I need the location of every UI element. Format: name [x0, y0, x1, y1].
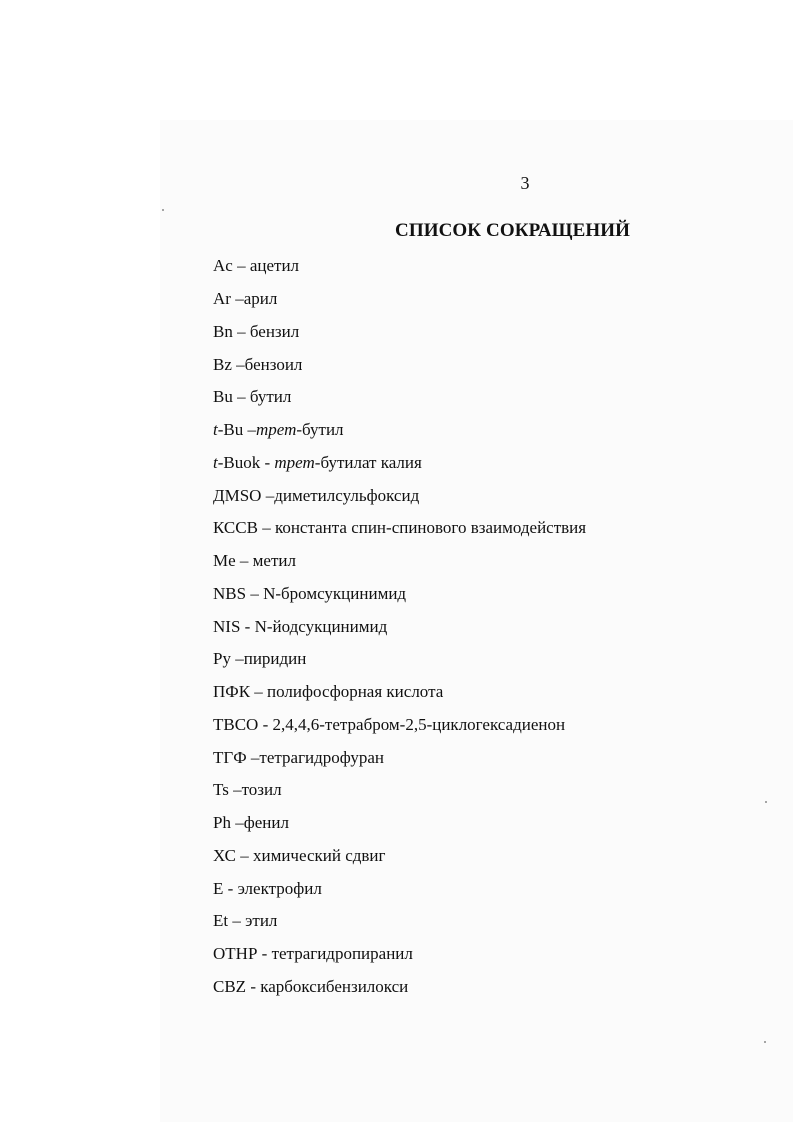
abbreviation-definition: этил	[245, 911, 278, 931]
abbreviation-item	[213, 872, 586, 905]
abbreviation-item	[213, 774, 586, 807]
abbreviation-separator: -	[240, 616, 255, 636]
abbreviation-definition: N-бромсукцинимид	[263, 583, 407, 603]
abbreviation-term-text: ПФК	[213, 682, 251, 702]
abbreviation-definition: тетрагидрофуран	[259, 747, 385, 767]
abbreviation-definition: химический сдвиг	[252, 845, 386, 865]
abbreviation-item	[213, 807, 586, 840]
abbreviation-term-text: -Bu	[217, 420, 244, 440]
abbreviation-term-text: ДМSO	[213, 485, 262, 505]
abbreviation-item	[213, 709, 586, 742]
abbreviation-term	[213, 322, 233, 342]
abbreviation-separator: -	[260, 452, 275, 472]
abbreviation-item	[213, 545, 586, 578]
abbreviation-definition: пиридин	[243, 649, 307, 669]
abbreviation-separator: –	[243, 420, 256, 440]
abbreviation-term	[213, 518, 258, 538]
abbreviation-definition: бензоил	[244, 354, 303, 374]
abbreviation-separator: –	[230, 289, 244, 309]
abbreviation-term	[213, 879, 223, 899]
abbreviation-term-text: Me	[213, 551, 236, 571]
abbreviation-separator: -	[257, 944, 272, 964]
abbreviation-term-text: NIS	[213, 616, 241, 636]
abbreviation-term-prefix: t	[213, 420, 218, 440]
abbreviation-term-text: NBS	[213, 583, 247, 603]
abbreviation-term-text: ТГФ	[213, 747, 247, 767]
abbreviation-term	[213, 846, 236, 866]
abbreviation-definition: диметилсульфоксид	[274, 485, 420, 505]
abbreviation-item	[213, 381, 586, 414]
abbreviation-definition: метил	[252, 551, 296, 571]
abbreviation-item	[213, 512, 586, 545]
page-number: 3	[520, 173, 530, 193]
abbreviation-term-text: Ph	[213, 813, 231, 833]
abbreviation-definition-italic: трет	[274, 452, 315, 472]
scan-speck	[764, 1041, 766, 1043]
abbreviation-term	[213, 911, 228, 931]
abbreviation-item	[213, 610, 586, 643]
abbreviation-term	[213, 715, 258, 735]
abbreviation-term	[213, 748, 247, 768]
abbreviation-term	[213, 944, 257, 964]
abbreviation-separator: –	[230, 649, 244, 669]
abbreviation-term-prefix: t	[213, 452, 218, 472]
page-title: СПИСОК СОКРАЩЕНИЙ	[395, 220, 631, 241]
abbreviation-term	[213, 387, 233, 407]
abbreviation-separator: –	[250, 682, 268, 702]
abbreviation-term-text: -Buok	[217, 452, 261, 472]
abbreviation-term-text: Ar	[213, 289, 231, 309]
abbreviation-definition: тетрагидропиранил	[271, 944, 413, 964]
abbreviation-term	[213, 813, 231, 833]
abbreviation-item	[213, 250, 586, 283]
abbreviation-item	[213, 348, 586, 381]
abbreviation-term	[213, 420, 243, 440]
abbreviation-term	[213, 584, 246, 604]
abbreviation-term	[213, 355, 232, 375]
abbreviation-term	[213, 617, 240, 637]
abbreviation-separator: –	[228, 780, 242, 800]
abbreviation-definition: тозил	[241, 780, 282, 800]
abbreviation-separator: –	[228, 911, 246, 931]
abbreviation-separator: –	[261, 485, 275, 505]
abbreviation-term	[213, 649, 231, 669]
abbreviation-term	[213, 256, 233, 276]
abbreviation-separator: –	[246, 583, 264, 603]
abbreviation-item	[213, 840, 586, 873]
scan-speck	[765, 801, 767, 803]
abbreviation-definition: полифосфорная кислота	[267, 682, 444, 702]
abbreviation-term-text: Bn	[213, 321, 233, 341]
abbreviation-separator: –	[235, 551, 253, 571]
abbreviation-term	[213, 977, 246, 997]
abbreviation-separator: –	[235, 845, 253, 865]
abbreviation-term-text: E	[213, 878, 224, 898]
abbreviation-item	[213, 283, 586, 316]
abbreviation-term-text: ХС	[213, 845, 236, 865]
abbreviation-term	[213, 289, 231, 309]
abbreviation-definition: карбоксибензилокси	[260, 976, 409, 996]
abbreviation-definition: ацетил	[249, 256, 300, 276]
abbreviation-term	[213, 551, 236, 571]
abbreviation-definition: константа спин-спинового взаимодействия	[274, 518, 587, 538]
abbreviation-item	[213, 414, 586, 447]
scan-speck	[162, 209, 164, 211]
abbreviation-list	[213, 250, 586, 1003]
abbreviation-definition: арил	[243, 289, 278, 309]
abbreviation-term-text: Bz	[213, 354, 232, 374]
abbreviation-definition-italic: трет	[255, 420, 297, 440]
abbreviation-term-text: Et	[213, 911, 229, 931]
abbreviation-definition: N-йодсукцинимид	[254, 616, 388, 636]
abbreviation-item	[213, 676, 586, 709]
abbreviation-separator: –	[257, 518, 275, 538]
abbreviation-separator: –	[230, 813, 244, 833]
abbreviation-definition: электрофил	[237, 878, 322, 898]
abbreviation-item	[213, 971, 586, 1004]
abbreviation-term-text: OTHP	[213, 944, 258, 964]
abbreviation-item	[213, 938, 586, 971]
abbreviation-item	[213, 643, 586, 676]
abbreviation-term-text: TBCO	[213, 714, 259, 734]
abbreviation-separator: -	[223, 878, 238, 898]
abbreviation-term	[213, 682, 250, 702]
abbreviation-item	[213, 905, 586, 938]
abbreviation-definition: фенил	[243, 813, 289, 833]
abbreviation-definition: бензил	[249, 321, 300, 341]
abbreviation-definition: -бутил	[296, 420, 344, 440]
abbreviation-term-text: Ts	[213, 780, 229, 800]
abbreviation-separator: -	[246, 976, 261, 996]
abbreviation-term-text: Ac	[213, 256, 233, 276]
abbreviation-item	[213, 578, 586, 611]
abbreviation-separator: –	[231, 354, 245, 374]
abbreviation-separator: –	[246, 747, 260, 767]
abbreviation-term-text: Bu	[213, 387, 233, 407]
abbreviation-separator: –	[232, 321, 250, 341]
abbreviation-separator: –	[232, 256, 250, 276]
abbreviation-item	[213, 447, 586, 480]
abbreviation-definition: -бутилат калия	[314, 452, 422, 472]
abbreviation-separator: -	[258, 714, 273, 734]
abbreviation-item	[213, 316, 586, 349]
abbreviation-term-text: CBZ	[213, 976, 247, 996]
abbreviation-definition: бутил	[249, 387, 292, 407]
abbreviation-term-text: КССВ	[213, 518, 258, 538]
abbreviation-term	[213, 453, 260, 473]
abbreviation-item	[213, 741, 586, 774]
abbreviation-definition: 2,4,4,6-тетрабром-2,5-циклогексадиенон	[272, 714, 566, 734]
abbreviation-item	[213, 479, 586, 512]
abbreviation-separator: –	[232, 387, 250, 407]
abbreviation-term-text: Py	[213, 649, 231, 669]
abbreviation-term	[213, 780, 229, 800]
abbreviation-term	[213, 486, 261, 506]
